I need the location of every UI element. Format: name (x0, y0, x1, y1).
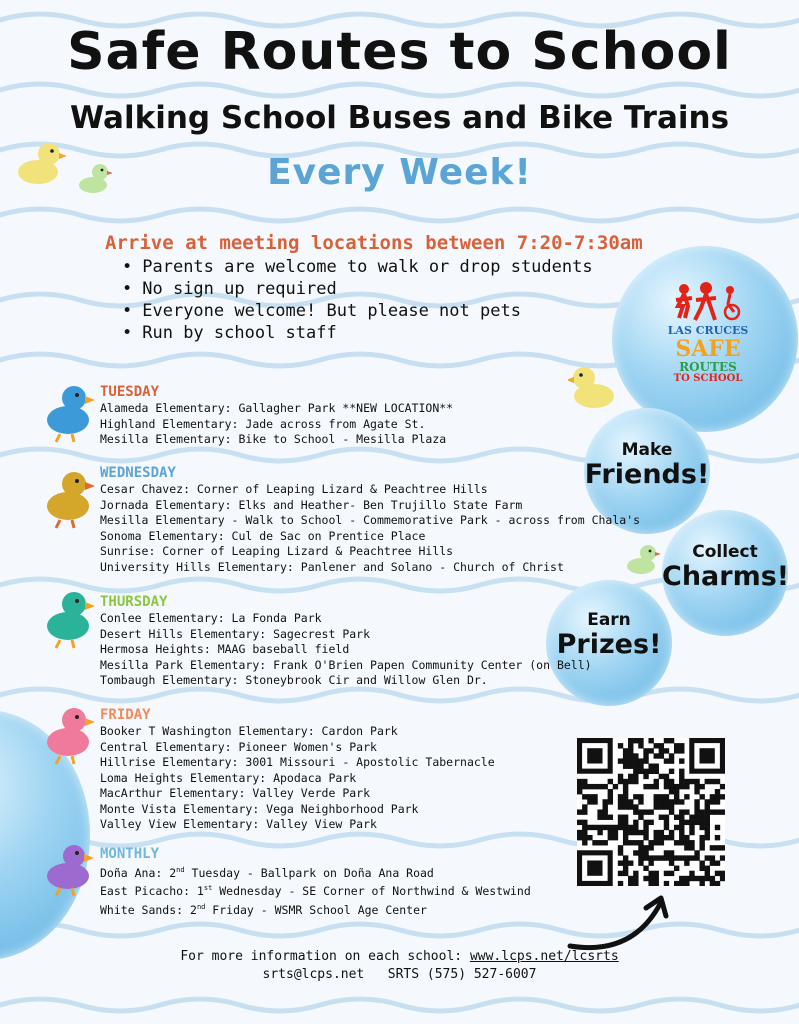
phone-text: SRTS (575) 527-6007 (387, 967, 537, 982)
monthly-heading: MONTHLY (100, 846, 160, 862)
item-suffix: Friday - WSMR School Age Center (205, 902, 427, 917)
footer-info-prefix: For more information on each school: (180, 949, 470, 964)
pink-duck-icon (44, 704, 96, 766)
thursday-locations (100, 611, 592, 689)
list-item: • Everyone welcome! But please not pets (122, 300, 593, 322)
list-item: Monte Vista Elementary: Vega Neighborhood Park (100, 801, 419, 816)
list-item: Tombaugh Elementary: Stoneybrook Cir and Willow Glen Dr. (100, 673, 488, 687)
small-green-duck-icon (78, 162, 112, 194)
list-item: Central Elementary: Pioneer Women's Park (100, 739, 377, 754)
blue-duck-icon (44, 382, 96, 444)
list-item: Loma Heights Elementary: Apodaca Park (100, 770, 357, 785)
bubble-big-text: Charms! (662, 561, 790, 592)
item-prefix: White Sands: 2 (100, 902, 197, 917)
list-item (100, 900, 531, 918)
item-prefix: East Picacho: 1 (100, 884, 204, 899)
yellow-duck-icon (16, 138, 66, 186)
frequency-heading: Every Week! (267, 152, 532, 193)
wednesday-heading: WEDNESDAY (100, 465, 176, 481)
logo-line-2: SAFE (675, 336, 741, 362)
list-item: Highland Elementary: Jade across from Agate St. (100, 416, 426, 431)
list-item: University Hills Elementary: Panlener and Solano - Church of Christ (100, 559, 564, 574)
qr-code[interactable] (577, 738, 725, 886)
kids-running-icon (670, 282, 746, 322)
list-item: • No sign up required (122, 278, 593, 300)
list-item: • Run by school staff (122, 322, 593, 344)
ordinal-suffix: st (203, 884, 213, 893)
list-item: Mesilla Park Elementary: Frank O'Brien Papen Community Center (on Bell) (100, 657, 592, 672)
item-suffix: Tuesday - Ballpark on Doña Ana Road (184, 865, 434, 880)
ordinal-suffix: nd (176, 866, 185, 874)
list-item: Mesilla Elementary: Bike to School - Mesilla Plaza (100, 432, 447, 446)
item-prefix: Doña Ana: 2 (100, 865, 177, 880)
email-text: srts@lcps.net (262, 967, 365, 982)
logo-line-4: TO SCHOOL (673, 373, 743, 384)
list-item: Mesilla Elementary - Walk to School - Commemorative Park - across from Chala's (100, 513, 641, 527)
tuesday-locations (100, 401, 453, 448)
footer-contact-line (0, 967, 799, 982)
list-item: Conlee Elementary: La Fonda Park (100, 611, 322, 625)
wednesday-locations (100, 482, 640, 575)
list-item: • Parents are welcome to walk or drop students (122, 256, 593, 278)
list-item: Hermosa Heights: MAAG baseball field (100, 642, 350, 656)
website-link[interactable]: www.lcps.net/lcsrts (469, 949, 619, 964)
intro-bullet-list (122, 256, 593, 344)
bubble-small-text: Earn (587, 610, 631, 630)
bubble-small-text: Make (621, 440, 673, 460)
list-item: Valley View Elementary: Valley View Park (100, 817, 377, 831)
list-item: Jornada Elementary: Elks and Heather- Ben Trujillo State Farm (100, 497, 523, 512)
friday-heading: FRIDAY (100, 707, 151, 723)
bubble-big-text: Prizes! (556, 629, 662, 660)
list-item: Cesar Chavez: Corner of Leaping Lizard & Peachtree Hills (100, 482, 488, 496)
page-title: Safe Routes to School (67, 22, 732, 82)
list-item (100, 881, 531, 899)
yellow-duck-icon (44, 468, 96, 530)
ordinal-suffix: nd (196, 902, 206, 911)
yellow-duck-icon (568, 362, 618, 410)
logo-line-3: ROUTES (679, 360, 737, 374)
list-item (100, 863, 531, 881)
tuesday-heading: TUESDAY (100, 384, 160, 400)
green-duck-icon (44, 588, 96, 650)
monthly-locations (100, 863, 531, 918)
footer-info-line (0, 949, 799, 964)
bubble-small-text: Collect (692, 542, 758, 562)
collect-charms-text (662, 542, 788, 592)
list-item: MacArthur Elementary: Valley Verde Park (100, 786, 371, 800)
bubble-big-text: Friends! (584, 459, 710, 490)
list-item: Sunrise: Corner of Leaping Lizard & Peachtree Hills (100, 544, 454, 558)
list-item: Desert Hills Elementary: Sagecrest Park (100, 626, 371, 641)
list-item: Alameda Elementary: Gallagher Park **NEW LOCATION** (100, 401, 454, 415)
list-item: Booker T Washington Elementary: Cardon Park (100, 724, 398, 738)
arrival-time-note: Arrive at meeting locations between 7:20-7:30am (105, 232, 643, 254)
page-subtitle: Walking School Buses and Bike Trains (69, 100, 730, 136)
list-item: Sonoma Elementary: Cul de Sac on Prentice Place (100, 528, 426, 543)
thursday-heading: THURSDAY (100, 594, 168, 610)
item-suffix: Wednesday - SE Corner of Northwind & Westwind (212, 884, 531, 899)
purple-duck-icon (44, 842, 96, 898)
friday-locations (100, 724, 495, 833)
list-item: Hillrise Elementary: 3001 Missouri - Apostolic Tabernacle (100, 755, 495, 769)
logo-line-1: LAS CRUCES (667, 324, 749, 337)
